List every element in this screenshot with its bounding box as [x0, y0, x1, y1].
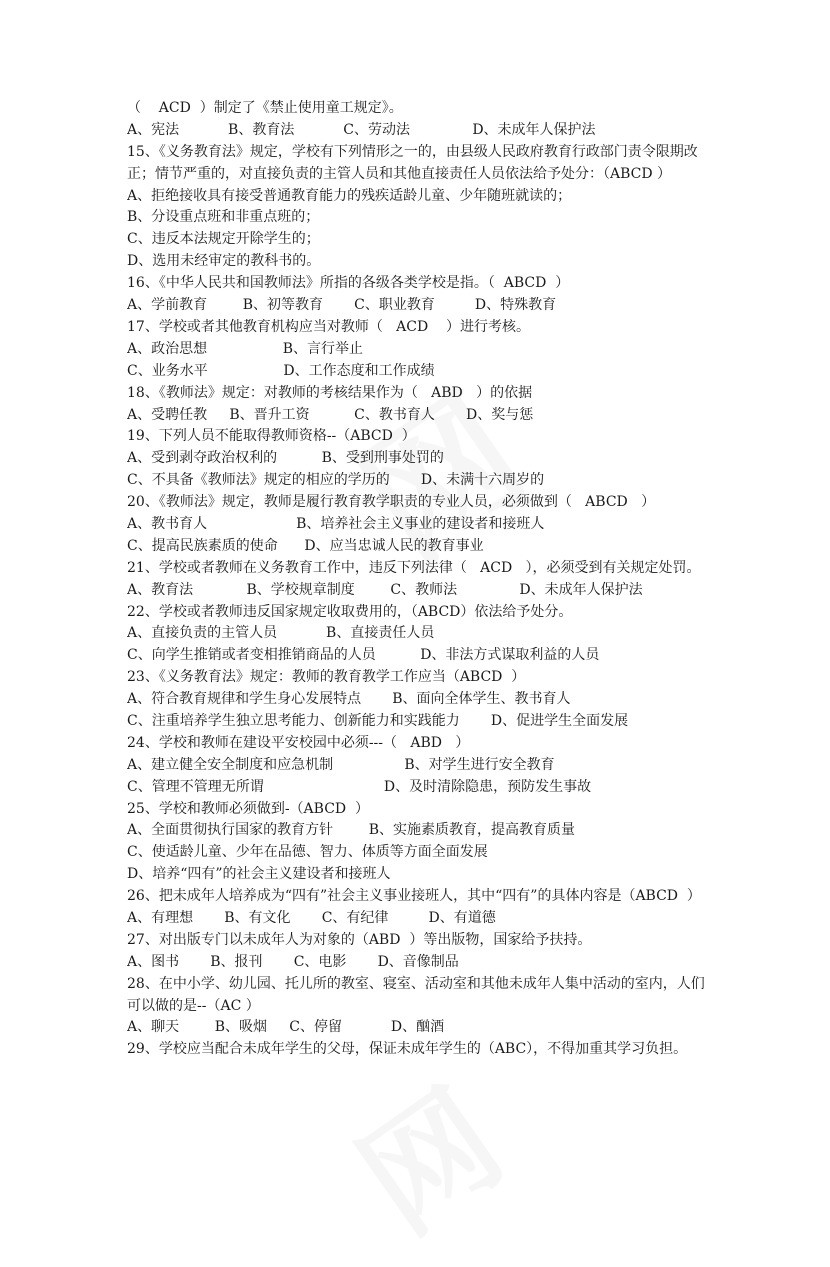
text-line: A、建立健全安全制度和应急机制 B、对学生进行安全教育: [127, 756, 555, 773]
text-line: A、受聘任教 B、晋升工资 C、教书育人 D、奖与惩: [127, 406, 534, 423]
text-line: C、向学生推销或者变相推销商品的人员 D、非法方式谋取利益的人员: [127, 647, 600, 664]
text-line: 16、《中华人民共和国教师法》所指的各级各类学校是指。（ ABCD ）: [127, 275, 570, 292]
text-line: B、分设重点班和非重点班的；: [127, 209, 320, 226]
text-line: A、有理想 B、有文化 C、有纪律 D、有道德: [127, 909, 496, 926]
text-line: 20、《教师法》规定，教师是履行教育教学职责的专业人员，必须做到（ ABCD ）: [127, 494, 656, 511]
text-line: D、培养“四有”的社会主义建设者和接班人: [127, 866, 391, 883]
text-line: A、直接负责的主管人员 B、直接责任人员: [127, 625, 435, 642]
text-line: 15、《义务教育法》规定，学校有下列情形之一的，由县级人民政府教育行政部门责令限期改正；情节严重的，对直接负责的主管人员和其他直接责任人员依法给予处分：（ABCD ）: [127, 143, 698, 182]
text-line: C、注重培养学生独立思考能力、创新能力和实践能力 D、促进学生全面发展: [127, 712, 629, 729]
text-line: （ ACD ）制定了《禁止使用童工规定》。: [127, 100, 403, 116]
text-line: 23、《义务教育法》规定：教师的教育教学工作应当（ABCD ）: [127, 669, 526, 686]
text-line: C、管理不管理无所谓 D、及时清除隐患，预防发生事故: [127, 778, 592, 795]
text-line: A、宪法 B、教育法 C、劳动法 D、未成年人保护法: [127, 121, 596, 138]
text-line: 22、学校或者教师违反国家规定收取费用的，（ABCD）依法给予处分。: [127, 603, 573, 620]
document-body: [127, 98, 717, 1061]
text-line: C、违反本法规定开除学生的；: [127, 231, 320, 248]
text-line: A、政治思想 B、言行举止: [127, 340, 364, 357]
text-line: A、聊天 B、吸烟 C、停留 D、酗酒: [127, 1019, 445, 1036]
text-line: 25、学校和教师必须做到-（ABCD ）: [127, 800, 370, 817]
text-line: A、全面贯彻执行国家的教育方针 B、实施素质教育，提高教育质量: [127, 822, 575, 839]
text-line: 17、学校或者其他教育机构应当对教师（ ACD ）进行考核。: [127, 318, 531, 335]
text-line: A、学前教育 B、初等教育 C、职业教育 D、特殊教育: [127, 297, 557, 314]
text-line: A、受到剥夺政治权利的 B、受到刑事处罚的: [127, 450, 444, 467]
text-line: C、提高民族素质的使命 D、应当忠诚人民的教育事业: [127, 537, 484, 554]
text-line: 24、学校和教师在建设平安校园中必须---（ ABD ）: [127, 734, 470, 751]
text-line: A、拒绝接收具有接受普通教育能力的残疾适龄儿童、少年随班就读的；: [127, 187, 572, 204]
text-line: D、选用未经审定的教科书的。: [127, 253, 321, 270]
text-line: C、业务水平 D、工作态度和工作成绩: [127, 362, 435, 379]
text-line: C、使适龄儿童、少年在品德、智力、体质等方面全面发展: [127, 844, 488, 861]
watermark: [318, 1040, 532, 1267]
text-line: 21、学校或者教师在义务教育工作中，违反下列法律（ ACD ），必须受到有关规定处罚。: [127, 559, 701, 576]
text-line: C、不具备《教师法》规定的相应的学历的 D、未满十六周岁的: [127, 472, 545, 489]
text-line: 29、学校应当配合未成年学生的父母，保证未成年学生的（ABC），不得加重其学习负担。: [127, 1041, 688, 1058]
text-line: 19、下列人员不能取得教师资格--（ABCD ）: [127, 428, 416, 445]
text-line: 27、对出版专门以未成年人为对象的（ABD ）等出版物，国家给予扶持。: [127, 931, 592, 948]
text-line: A、教书育人 B、培养社会主义事业的建设者和接班人: [127, 515, 545, 532]
text-line: 18、《教师法》规定：对教师的考核结果作为（ ABD ）的依据: [127, 384, 533, 401]
text-line: 28、在中小学、幼儿园、托儿所的教室、寝室、活动室和其他未成年人集中活动的室内，人们可以做的是--（AC ）: [127, 975, 705, 1014]
text-line: A、教育法 B、学校规章制度 C、教师法 D、未成年人保护法: [127, 581, 643, 598]
text-line: 26、把未成年人培养成为“四有”社会主义事业接班人，其中“四有”的具体内容是（ABCD ）: [127, 888, 701, 905]
text-line: A、图书 B、报刊 C、电影 D、音像制品: [127, 953, 459, 970]
text-line: A、符合教育规律和学生身心发展特点 B、面向全体学生、教书育人: [127, 691, 571, 708]
